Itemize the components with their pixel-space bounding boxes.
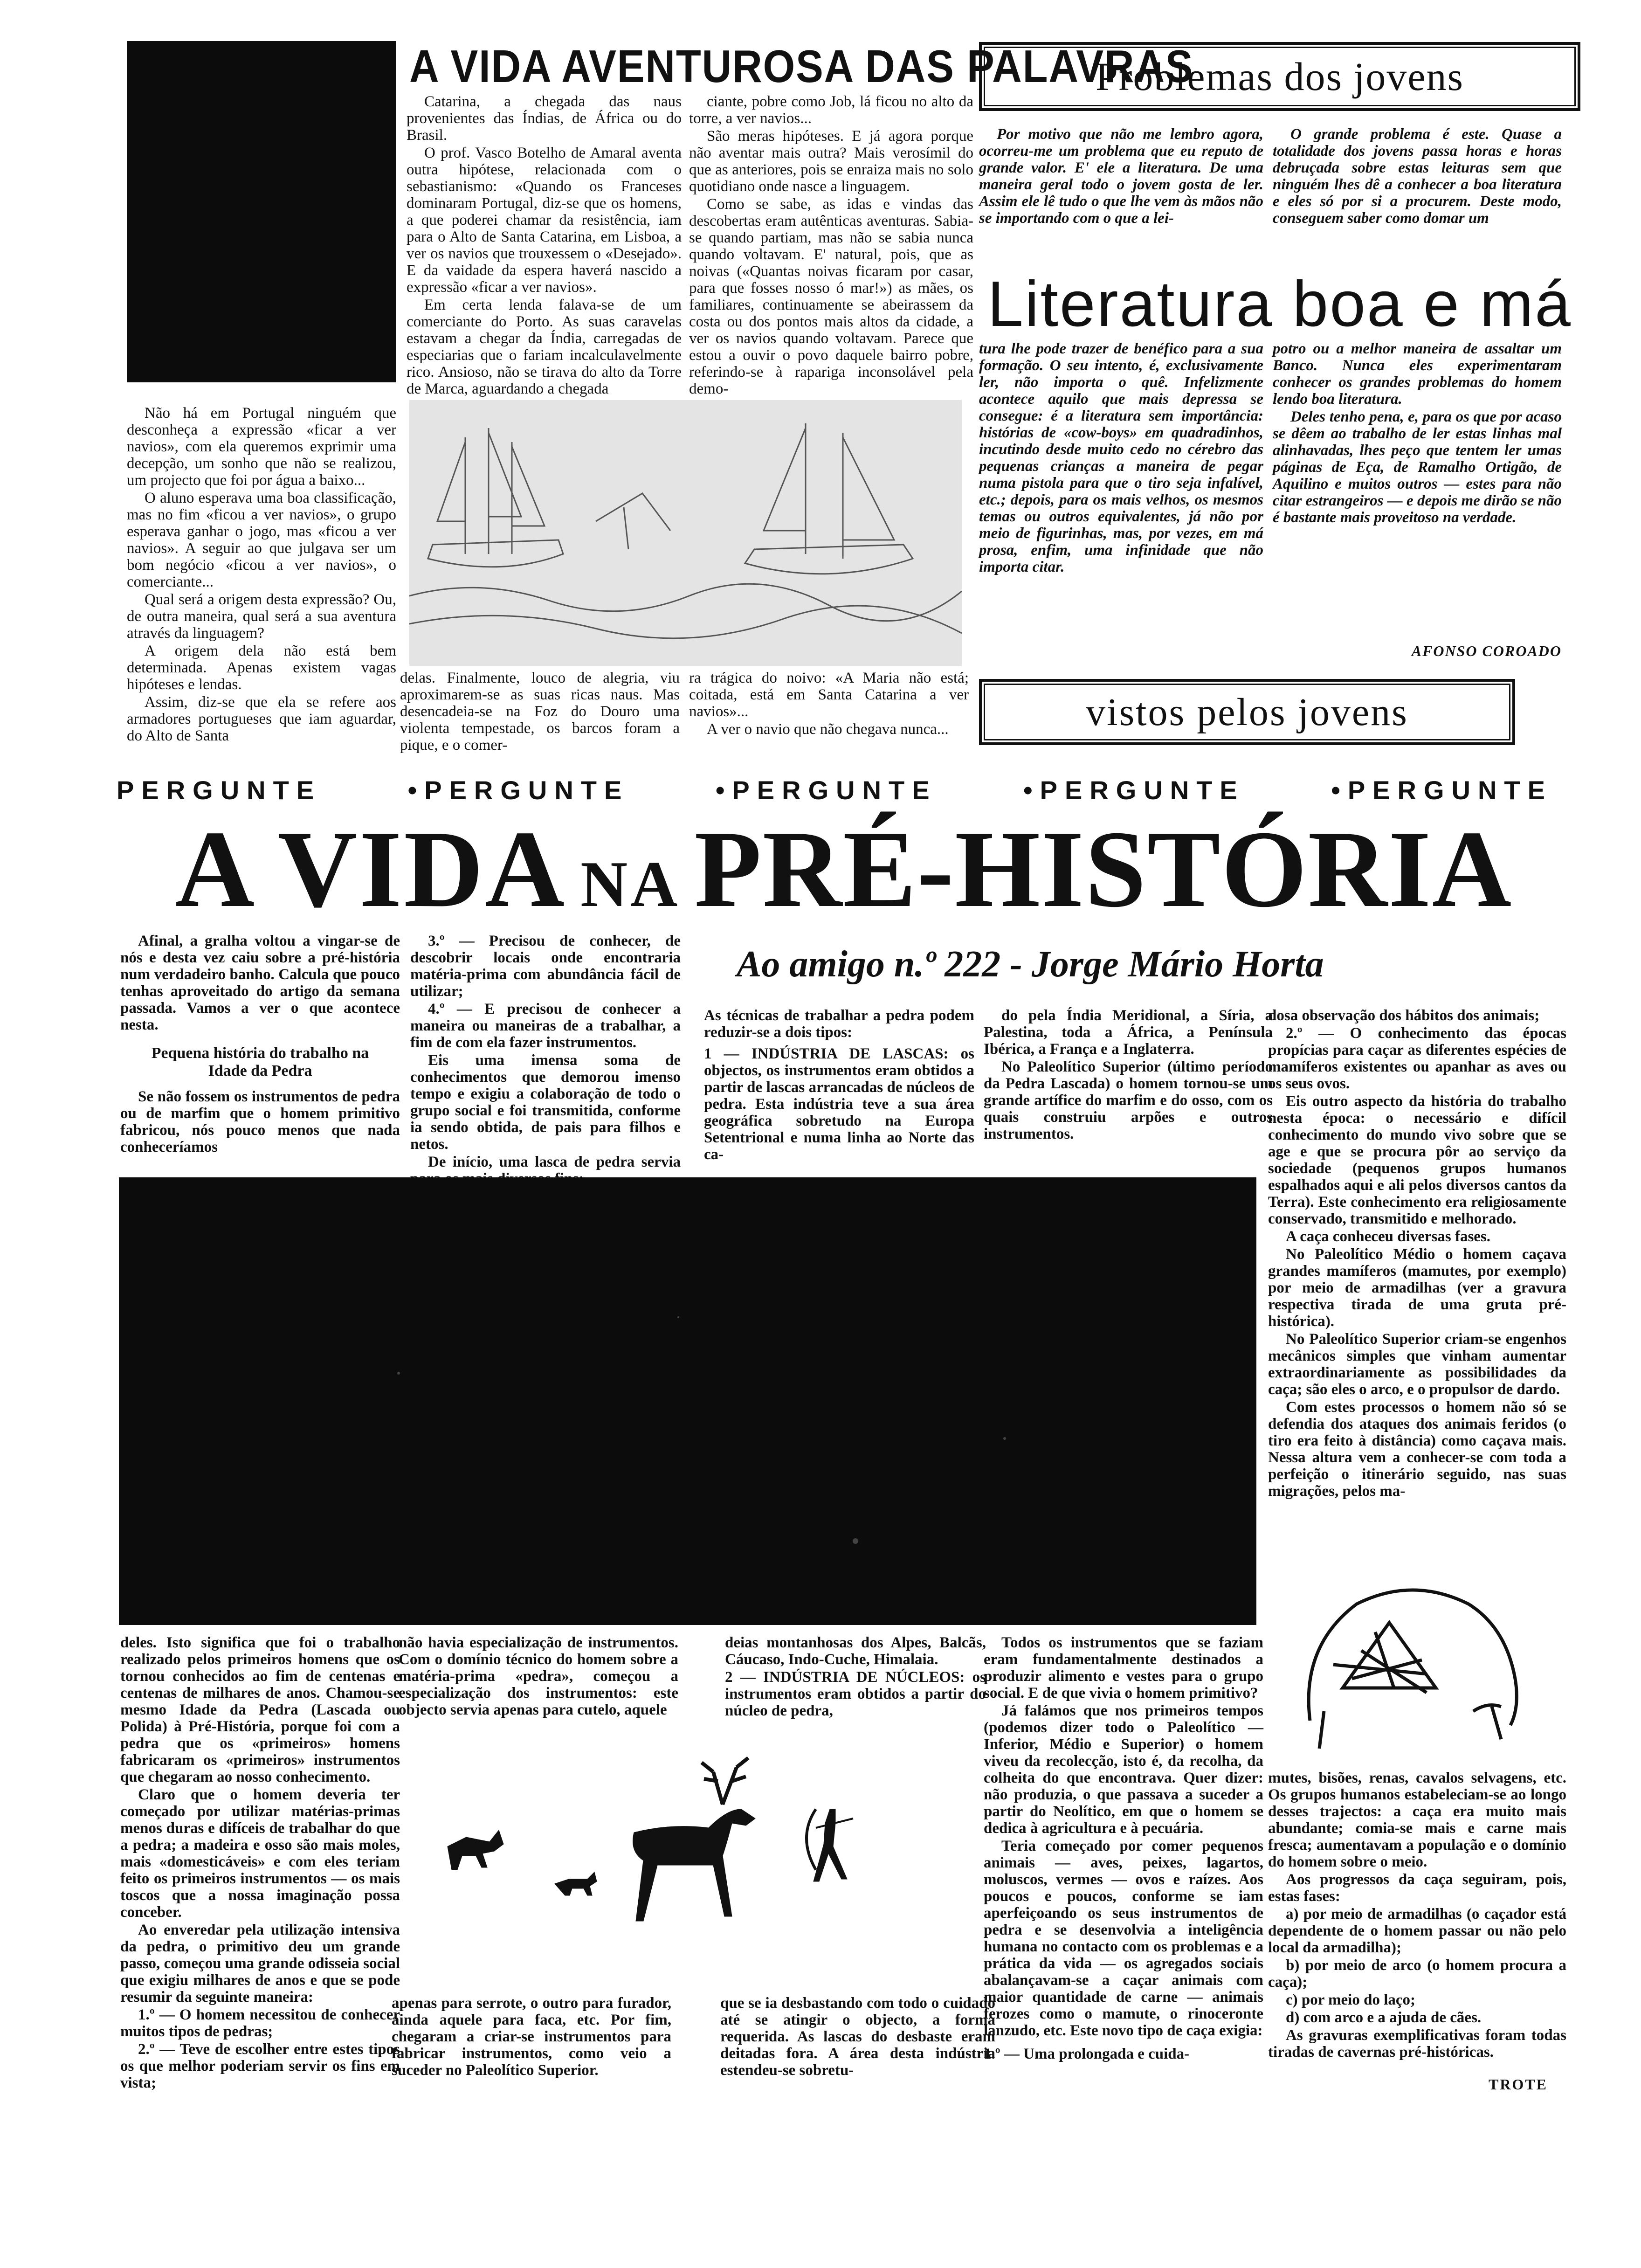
pergunte-strip: [117, 774, 1552, 807]
headline-main: A VIDA: [175, 809, 567, 930]
paragraph: A caça conheceu diversas fases.: [1286, 1228, 1491, 1245]
article3-col1-top: [120, 933, 400, 1175]
cave-painting-figures: [438, 1753, 914, 1958]
article3-col3-bottom: [725, 1634, 986, 1728]
col1-subhead: Pequena história do trabalho na Idade da Pedra: [151, 1044, 369, 1079]
paragraph: As gravuras exemplificativas foram todas tiradas de cavernas pré-históricas.: [1268, 2027, 1566, 2061]
article2-col-left-bottom: [979, 340, 1263, 662]
article3-col3-bottom-lower: [720, 1995, 995, 2097]
article1-col-left: [127, 405, 396, 750]
paragraph: O aluno esperava uma boa classificação, mas no fim «ficou a ver navios», o grupo esperava ganhar o jogo, mas «ficou a ver navios». A seguir ao que julgava ser um bom negócio «ficou a ver navios», o comerciante...: [127, 490, 396, 590]
paragraph: Afinal, a gralha voltou a vingar-se de nós e desta vez caiu sobre a pré-história num verdadeiro banho. Calcula que pouco tenhas aproveitado do artigo da semana passada. Vamos a ver o que acontece nesta.: [120, 933, 400, 1033]
article3-col5: [1268, 1007, 1566, 1557]
article3-col4-top: [984, 1007, 1273, 1175]
paragraph: 1.º — O homem necessitou de conhecer muitos tipos de pedras;: [120, 2006, 400, 2040]
headline-end: PRÉ-HISTÓRIA: [694, 809, 1513, 930]
article2-col-left-top: [979, 126, 1263, 266]
paragraph: No Paleolítico Médio o homem caçava grandes mamíferos (mamutes, por exemplo) por meio de armadilhas (ver a gravura respectiva tirada de uma gruta pré-histórica).: [1268, 1246, 1566, 1330]
paragraph: Deles tenho pena, e, para os que por acaso se dêem ao trabalho de ler estas linhas mal alinhavadas, lhes peço que tentem ler umas páginas de Eça, de Ramalho Ortigão, de Aquilino e muitos outros — estes para não citar estrangeiros — e depois me dirão se não é bastante mais proveitoso na verdade.: [1273, 408, 1562, 526]
paragraph: dosa observação dos hábitos dos animais;: [1268, 1007, 1540, 1024]
article2-col-right-top: [1273, 126, 1562, 266]
article3-col2-bottom-lower: [392, 1995, 671, 2083]
paragraph: De início, uma lasca de pedra servia: [428, 1154, 681, 1170]
paragraph: No Paleolítico Superior (último período da Pedra Lascada) o homem tornou-se um grande artífice do marfim e do osso, com os quais construiu arpões e outros instrumentos.: [984, 1058, 1273, 1142]
paragraph: tura lhe pode trazer de benéfico para a sua formação. O seu intento, é, exclusivamente ler, não importa o quê. Infelizmente acontece aquilo que mais depressa se consegue: é a literatura sem importância: histórias de «cow-boys» em quadradinhos, incutindo desde muito cedo no cérebro das pequenas crianças a maneira de pegar numa pistola para que o tiro seja infalível, etc.; depois, para os mais velhos, os mesmos temas ou outros equivalentes, já não por meio de figurinhas, mas, por vezes, em má prosa, enfim, uma infinidade que não importa citar.: [979, 340, 1263, 575]
paragraph: O grande problema é este. Quase a totalidade dos jovens passa horas e horas debruçada sobre estas leituras sem que ninguém lhes dê a conhecer a boa literatura e eles só por si a procurem. Deste modo, conseguem saber como domar um: [1273, 126, 1562, 227]
article3-signature: TROTE: [1488, 2076, 1548, 2093]
paragraph: 2.º — Teve de escolher entre estes tipos os que melhor poderiam servir os fins em vista;: [120, 2041, 400, 2091]
vistos-banner: [979, 679, 1515, 745]
article3-headline: [126, 809, 1562, 930]
article1-below-right: [689, 670, 969, 744]
article3-col5-bottom: [1268, 1770, 1566, 2077]
cave-photo: [119, 1177, 1256, 1625]
article3-col4-bottom: [984, 1634, 1263, 2091]
article1-below-left: [400, 670, 680, 754]
article2-title: Literatura boa e má: [987, 268, 1572, 340]
paragraph: Todos os instrumentos que se faziam eram fundamentalmente destinados a produzir alimento e vestes para o grupo social. E de que vivia o homem primitivo?: [984, 1634, 1263, 1701]
paragraph: Eis outro aspecto da história do trabalho nesta época: o necessário e difícil conhecimento do mundo vivo sobre que se age e que se procura pôr ao serviço da sociedade (pequenos grupos humanos espalhados aqui e ali pelos diversos cantos da Terra). Este conhecimento era religiosamente conservado, transmitido e melhorado.: [1268, 1093, 1566, 1227]
article3-subtitle: Ao amigo n.º 222 - Jorge Mário Horta: [737, 944, 1324, 985]
paragraph: 1.º — Uma prolongada e cuida-: [984, 2046, 1190, 2062]
paragraph: do pela Índia Meridional, a Síria, a Palestina, toda a África, a Península Ibérica, a França e a Inglaterra.: [984, 1007, 1273, 1058]
vistos-banner-text: vistos pelos jovens: [1086, 690, 1408, 734]
article1-col-mid: [407, 93, 682, 399]
paragraph: a) por meio de armadilhas (o caçador está dependente de o homem passar ou não pelo local da armadilha);: [1268, 1906, 1566, 1956]
pergunte-label: •PERGUNTE: [1023, 775, 1245, 805]
paragraph: São meras hipóteses. E já agora porque não aventar mais outra? Mais verosímil do que as anteriores, pois se enraiza mais no solo quotidiano onde nasce a linguagem.: [689, 128, 973, 195]
portrait-photo: [127, 41, 396, 382]
paragraph: 3.º — Precisou de conhecer, de descobrir locais onde encontraria matéria-prima com abundância fácil de utilizar;: [410, 933, 681, 1000]
paragraph: Assim, diz-se que ela se refere aos armadores portugueses que iam aguardar, do Alto de Santa: [127, 694, 396, 744]
headline-small: NA: [580, 848, 681, 920]
paragraph: Claro que o homem deveria ter começado por utilizar matérias-primas menos duras e difíceis de trabalhar do que a pedra; a madeira e osso são mais moles, mais «domesticáveis» e com eles teriam feito os primeiros instrumentos — os mais toscos que a nossa imaginação possa conceber.: [120, 1786, 400, 1921]
paragraph: mutes, bisões, renas, cavalos selvagens, etc. Os grupos humanos estabeleciam-se ao longo desses trajectos: a caça era muito mais abundante; comia-se mais e carne mais fresca; aumentavam a população e o domínio do homem sobre o meio.: [1268, 1770, 1566, 1870]
article3-col1-bottom: [120, 1634, 400, 2091]
paragraph: Já falámos que nos primeiros tempos (podemos dizer todo o Paleolítico — Inferior, Médio e Superior) o homem viveu da recolecção, isto é, da recolha, da colheita do que encontrava. Quer dizer: não produzia, o que passava a suceder a partir do Neolítico, em que o homem se dedica à agricultura e à pecuária.: [984, 1702, 1263, 1837]
article2-signature: AFONSO COROADO: [1411, 643, 1562, 659]
article3-col3-top: [704, 1007, 974, 1175]
paragraph: c) por meio do laço;: [1286, 1991, 1416, 2008]
paragraph: 4.º — E precisou de conhecer a maneira ou maneiras de a trabalhar, a fim de com ela fazer instrumentos.: [410, 1001, 681, 1051]
problemas-banner: [979, 42, 1580, 111]
paragraph: Se não fossem os instrumentos de pedra ou de marfim que o homem primitivo fabricou, nós pouco menos que nada conheceríamos: [120, 1088, 400, 1155]
mammoth-trap-engraving: [1268, 1571, 1557, 1767]
paragraph: Com estes processos o homem não só se defendia dos ataques dos animais feridos (o tiro era feito à distância) como caçava mais. Nessa altura vem a conhecer-se com toda a perfeição o itinerário seguido, nas suas migrações, pelos ma-: [1268, 1399, 1566, 1500]
paragraph: b) por meio de arco (o homem procura a caça);: [1268, 1957, 1566, 1991]
pergunte-label: •PERGUNTE: [407, 775, 629, 805]
paragraph: d) com arco e a ajuda de cães.: [1286, 2009, 1482, 2026]
pergunte-label: •PERGUNTE: [1331, 775, 1552, 805]
paragraph: ciante, pobre como Job, lá ficou no alto da torre, a ver navios...: [689, 93, 973, 127]
paragraph: 2 — INDÚSTRIA DE NÚCLEOS: os instrumentos eram obtidos a partir do núcleo de pedra,: [725, 1669, 986, 1719]
article2-col-right-bottom: [1273, 340, 1562, 629]
paragraph: Ao enveredar pela utilização intensiva da pedra, o primitivo deu um grande passo, começou uma grande odisseia social que exigiu milhares de anos e que se pode resumir da seguinte maneira:: [120, 1922, 400, 2005]
paragraph: não havia especialização de instrumentos. Com o domínio técnico do homem sobre a matéria-prima «pedra», começou a especialização dos instrumentos: este objecto servia apenas para cutelo, aquele: [399, 1634, 678, 1718]
paragraph: Teria começado por comer pequenos animais — aves, peixes, lagartos, moluscos, vermes — ovos e raízes. Aos poucos e poucos, conforme se iam aperfeiçoando os seus instrumentos de pedra e se desenvolvia a inteligência humana no contacto com os problemas e a prática da vida — os agregados sociais abalançavam-se a caçar animais com maior quantidade de carne — animais ferozes como o mamute, o rinoceronte lanzudo, etc. Este novo tipo de caça exigia:: [984, 1838, 1263, 2039]
pergunte-label: PERGUNTE: [117, 775, 322, 805]
paragraph: Catarina, a chegada das naus provenientes das Índias, de África ou do Brasil.: [407, 93, 682, 144]
paragraph: No Paleolítico Superior criam-se engenhos mecânicos simples que vinham aumentar extraordinariamente as possibilidades da caça; são eles o arco, e o propulsor de dardo.: [1268, 1331, 1566, 1398]
paragraph: que se ia desbastando com todo o cuidado até se atingir o objecto, a forma requerida. As lascas do desbaste eram deitadas fora. A área desta indústria estendeu-se sobretu-: [720, 1995, 995, 2079]
paragraph: Por motivo que não me lembro agora, ocorreu-me um problema que eu reputo de grande valor. E' ele a literatura. De uma maneira geral todo o jovem gosta de ler. Assim ele lê tudo o que lhe vem às mãos não se importando com o que a lei-: [979, 126, 1263, 227]
paragraph: A origem dela não está bem determinada. Apenas existem vagas hipóteses e lendas.: [127, 643, 396, 693]
pergunte-label: •PERGUNTE: [715, 775, 937, 805]
paragraph: apenas para serrote, o outro para furador, ainda aquele para faca, etc. Por fim, chegaram a criar-se instrumentos para fabricar instrumentos, como veio a suceder no Paleolítico Superior.: [392, 1995, 671, 2079]
article1-col-right: [689, 93, 973, 399]
paragraph: deles. Isto significa que foi o trabalho realizado pelos primeiros homens que os tornou conhecidos ao fim de centenas e centenas de milhares de anos. Chamou-se mesmo Idade da Pedra (Lascada ou Polida) à Pré-História, porque foi com a pedra que os «primeiros» homens fabricaram os «primeiros» instrumentos que chegaram ao nosso conhecimento.: [120, 1634, 400, 1785]
paragraph: O prof. Vasco Botelho de Amaral aventa outra hipótese, relacionada com o sebastianismo: «Quando os Franceses dominaram Portugal, diz-se que os homens, a que poderei chamar da resistência, iam para o Alto de Santa Catarina, em Lisboa, a ver os navios que trouxessem o «Desejado». E da vaidade da espera haverá nascido a expressão «ficar a ver navios».: [407, 145, 682, 296]
paragraph: A ver o navio que não chegava nunca...: [707, 721, 949, 738]
paragraph: Em certa lenda falava-se de um comerciante do Porto. As suas caravelas estavam a chegar da Índia, carregadas de especiarias que o fariam incalculavelmente rico. Ansioso, não se tirava do alto da Torre de Marca, aguardando a chegada: [407, 297, 682, 397]
paragraph: deias montanhosas dos Alpes, Balcãs, Cáucaso, Indo-Cuche, Himalaia.: [725, 1634, 986, 1668]
paragraph: As técnicas de trabalhar a pedra podem reduzir-se a dois tipos:: [704, 1007, 974, 1041]
article1-title: A VIDA AVENTUROSA DAS PALAVRAS: [409, 41, 1194, 92]
paragraph: Eis uma imensa soma de conhecimentos que demorou imenso tempo e exigiu a colaboração de todo o grupo social e foi transmitida, conforme ia sendo obtida, de pais para filhos e netos.: [410, 1052, 681, 1153]
paragraph: 1 — INDÚSTRIA DE LASCAS: os objectos, os instrumentos eram obtidos a partir de lascas arrancadas de núcleos de pedra. Esta indústria teve a sua área geográfica sobretudo na Europa Setentrional e numa linha ao Norte das ca-: [704, 1045, 974, 1163]
paragraph: Não há em Portugal ninguém que desconheça a expressão «ficar a ver navios», com ela queremos exprimir uma decepção, um sonho que não se realizou, um projecto que foi por água a baixo...: [127, 405, 396, 489]
paragraph: Como se sabe, as idas e vindas das descobertas eram autênticas aventuras. Sabia-se quando partiam, mas não se sabia nunca quando voltavam. E' natural, pois, que as noivas («Quantas noivas ficaram por casar, para que fosses nosso ó mar!») as mães, os familiares, continuamente se abeirassem da costa ou dos pontos mais altos da cidade, a ver os navios quando voltavam. Parece que estou a ouvir o povo daquele bairro pobre, referindo-se à rapariga inconsolável pela demo-: [689, 196, 973, 397]
article3-col2-top: [410, 933, 681, 1175]
problemas-banner-text: Problemas dos jovens: [1095, 54, 1464, 99]
paragraph: potro ou a melhor maneira de assaltar um Banco. Nunca eles experimentaram conhecer os grandes problemas do homem lendo boa literatura.: [1273, 340, 1562, 408]
paragraph: 2.º — O conhecimento das épocas propícias para caçar as diferentes espécies de mamíferos existentes ou apanhar as aves ou os seus ovos.: [1268, 1025, 1566, 1092]
article3-col2-bottom: [399, 1634, 678, 1728]
paragraph: delas. Finalmente, louco de alegria, viu aproximarem-se as suas ricas naus. Mas desencadeia-se na Foz do Douro uma violenta tempestade, os barcos foram a pique, e o comer-: [400, 670, 680, 754]
paragraph: Qual será a origem desta expressão? Ou, de outra maneira, qual será a sua aventura através da linguagem?: [127, 591, 396, 642]
paragraph: Aos progressos da caça seguiram, pois, estas fases:: [1268, 1871, 1566, 1905]
paragraph: ra trágica do noivo: «A Maria não está; coitada, está em Santa Catarina a ver navios»...: [689, 670, 969, 720]
ships-sketch-illustration: [409, 400, 962, 666]
